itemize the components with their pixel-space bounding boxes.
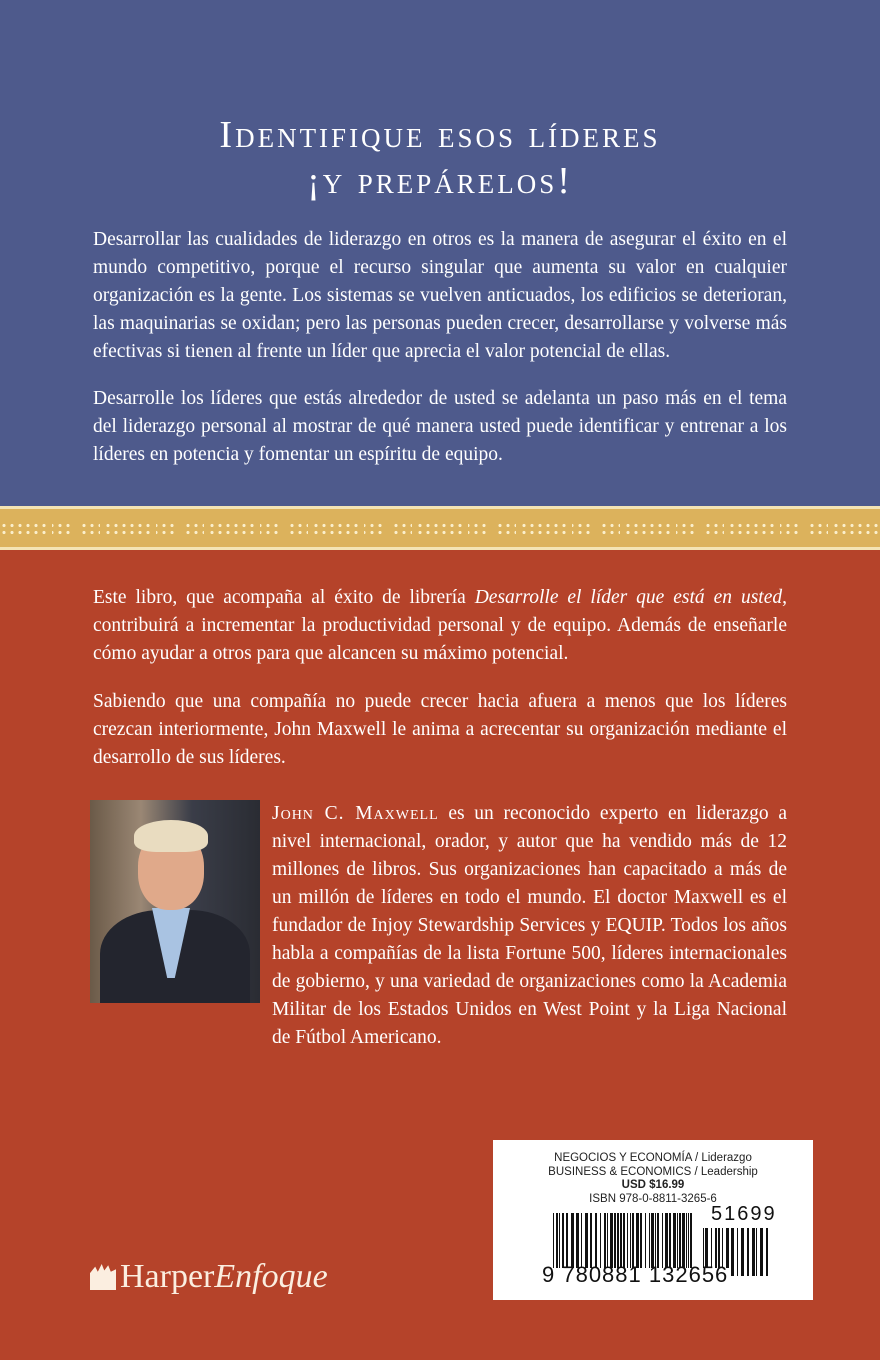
diamond-pattern	[0, 522, 880, 536]
summary-paragraph: Desarrolle los líderes que estás alrededor de usted se adelanta un paso más en el tema del liderazgo personal al mostrar de qué manera usted puede identificar y entrenar a los líderes en potencia y fomentar un espíritu de equipo.	[93, 388, 787, 465]
companion-paragraph	[93, 584, 787, 668]
addon-number: 51699	[711, 1203, 777, 1225]
barcode-bar	[747, 1228, 749, 1276]
growth-paragraph: Sabiendo que una compañía no puede crecer hacia afuera a menos que los líderes crezcan interiormente, John Maxwell le anima a acrecentar su organización mediante el desarrollo de sus líderes.	[93, 691, 787, 768]
barcode-bar	[741, 1228, 744, 1276]
isbn: ISBN 978-0-8811-3265-6	[589, 1192, 717, 1205]
heading-line-2: ¡y prepárelos!	[307, 160, 573, 202]
decorative-band	[0, 506, 880, 550]
ean-number: 9 780881 132656	[542, 1262, 729, 1287]
text: Este libro, que acompaña al éxito de librería	[93, 587, 475, 608]
author-name: John C. Maxwell	[272, 803, 439, 824]
barcode-bar	[752, 1228, 755, 1276]
category-es: NEGOCIOS Y ECONOMÍA / Liderazgo	[554, 1152, 752, 1164]
intro-paragraph: Desarrollar las cualidades de liderazgo en otros es la manera de asegurar el éxito en el mundo competitivo, porque el recurso singular que aumenta su valor en cualquier organización es la gente. Los sistemas se vuelven anticuados, los edificios se deterioran, las maquinarias se oxidan; pero las personas pueden crecer, desarrollarse y volverse más efectivas si tienen al frente un líder que aprecia el valor potencial de ellas.	[93, 229, 787, 362]
category-en: BUSINESS & ECONOMICS / Leadership	[548, 1165, 758, 1178]
author-photo	[90, 800, 260, 1003]
barcode-bar	[760, 1228, 763, 1276]
bio-text: es un reconocido experto en liderazgo a nivel internacional, orador, y autor que ha vendido más de 12 millones de libros. Sus organizaciones han capacitado a más de un millón de líderes en todo el mundo. El doctor Maxwell es el fundador de Injoy Stewardship Services y EQUIP. Todos los años habla a compañías de la lista Fortune 500, líderes internacionales de gobierno, y una variedad de organizaciones como la Academia Militar de los Estados Unidos en West Point y la Liga Nacional de Fútbol Americano.	[272, 803, 787, 1048]
book-title: Desarrolle el líder que está en usted	[474, 587, 783, 608]
barcode-bar	[756, 1228, 757, 1276]
heading	[0, 112, 880, 204]
publisher-imprint: Enfoque	[214, 1258, 328, 1295]
text: , contribuirá a incrementar la productividad personal y de equipo. Además de enseñarle cómo ayudar a otros para que alcancen su máximo potencial.	[93, 587, 787, 664]
author-bio	[272, 800, 787, 1052]
barcode-box	[493, 1140, 813, 1300]
barcode-bar	[737, 1228, 738, 1276]
publisher-name: Harper	[120, 1258, 215, 1295]
barcode-bar	[766, 1228, 768, 1276]
flame-icon	[90, 1264, 116, 1290]
heading-line-1: Identifique esos líderes	[219, 114, 661, 156]
publisher-logo	[90, 1258, 328, 1296]
price: USD $16.99	[621, 1179, 685, 1191]
barcode-bar	[731, 1228, 734, 1276]
